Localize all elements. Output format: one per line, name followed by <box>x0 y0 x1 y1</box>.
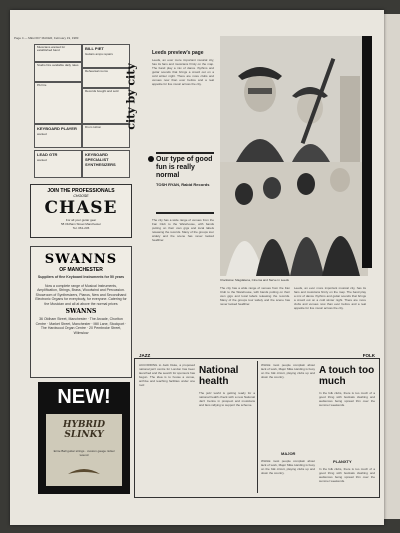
pull-quote: Our type of good fun is really normal TOSH RYAN, Rabid Records <box>156 152 214 214</box>
classified-ad: KEYBOARD SPECIALIST SYNTHESIZERS <box>82 150 130 178</box>
band-photo-top <box>220 36 368 162</box>
national-health-body: The jazz world is getting ready for a national health check with a new National Jazz Centre in prospect and musicians and fans rallying to support the scheme. <box>199 391 255 407</box>
folk-column: WHILE most people complain about lack of work, Major Mike Harding is busy on the folk circuit, playing clubs up and down the country. <box>261 363 315 379</box>
brand-text: HYBRID SLINKY <box>62 420 106 440</box>
bullet-icon <box>148 156 154 162</box>
new-strings-ad <box>38 382 130 494</box>
jazz-tag: JAZZ <box>139 353 151 358</box>
page-header: Page 4 — MELODY MAKER, February 19, 1983 <box>14 36 79 40</box>
article-body: The city has a wide range of venues from the Fan Club to the Warehouse, with bands putting on their own gigs and local labels releasing the records. Many of the groups tour widely and the scene has never looked healthier. <box>152 218 214 242</box>
national-health-title: National health <box>199 365 239 387</box>
article-subtitle: Leeds preview's page <box>152 50 204 56</box>
swanns-title: SWANNS <box>44 252 118 267</box>
column-divider <box>257 361 258 493</box>
classified-ad: LEAD GTR wanted <box>34 150 82 178</box>
swanns-ad: SWANNS OF MANCHESTER Suppliers of fine Keyboard Instruments for 50 years Now a complete range of Musical Instruments, Amplification, Strings, Brass, Woodwind and Percussion. Showroom of Synthesizers, Pianos, New and Secondhand Electronic Organs for everybody, for everyone. Catering for the Musician and all at above the normal prices SWANNS 36 Oldham Street, Manchester · The Arcade, Chorlton Centre · Market Street, Manchester · Mill Lane, Stockport · The Hardwood Organ Centre · 20 Pembroke Street, Wilmslow <box>30 246 132 378</box>
quote-attribution: TOSH RYAN, Rabid Records <box>156 182 210 187</box>
folk-column: WHILE most people complain about lack of work, Major Mike Harding is busy on the folk circuit, playing clubs up and down the country. <box>261 459 315 475</box>
article-body: Leeds, an ever more important musical city, has its fans and musicians firmly on the map. The band play a mix of dance rhythms and guitar sounds that brings a crowd out on a cold winter night. There are more clubs and venues now than ever before and a real appetite for live music across the city. <box>152 58 214 86</box>
newspaper-page <box>10 10 384 525</box>
photo-illustration <box>220 162 368 276</box>
touch-too-much-title: A touch too much <box>319 365 375 387</box>
touch-too-much-body: In the folk clubs, there is too much of a good thing with festivals clashing and audiences being spread thin over the summer weekends. <box>319 391 375 407</box>
folk-tag: FOLK <box>362 353 375 358</box>
classified-ad: Rehearsal rooms <box>82 68 130 88</box>
classified-ad: KEYBOARD PLAYER wanted <box>34 124 82 148</box>
eagle-icon <box>66 464 102 482</box>
band-photo-bottom <box>220 162 368 276</box>
classified-ad: PA hire <box>34 82 82 124</box>
film-strip-decoration <box>362 36 372 268</box>
classified-ad: Studio hire available daily rates <box>34 62 82 82</box>
major-signature: MAJOR <box>281 451 296 456</box>
classified-ad: Drum tuition <box>82 124 130 148</box>
chase-logo: CHASE <box>44 198 118 218</box>
string-pack-image: HYBRID SLINKY Ernie Ball guitar strings · custom gauge nickel wound <box>46 414 122 486</box>
jazz-column: ACCORDING to Jack Duke, a proposed national jazz centre for London has been launched and the search for sponsors has begun. The idea is to house a venue, archive and teaching facilities under one roof. <box>139 363 195 387</box>
classified-ad: BILL PIET Guitars amps repairs <box>82 44 130 68</box>
jazz-folk-section <box>134 353 380 498</box>
classified-ad: Musicians wanted for established band <box>34 44 82 62</box>
facing-page-edge <box>384 14 400 519</box>
article-body: The city has a wide range of venues from the Fan Club to the Warehouse, with bands putting on their own gigs and local labels releasing the records. Many of the groups tour widely and the scene has never looked healthier. <box>220 286 290 306</box>
section-header: city by city <box>124 63 138 130</box>
article-body: Leeds, an ever more important musical city, has its fans and musicians firmly on the map. The band play a mix of dance rhythms and guitar sounds that brings a crowd out on a cold winter night. There are more clubs and venues now than ever before and a real appetite for live music across the city. <box>294 286 366 310</box>
classified-ad: Records bought and sold <box>82 88 130 124</box>
chase-ad: JOIN THE PROFESSIONALS CHOOSE CHASE For all your guitar gear 58 Oldham Street Manchester Tel. 061-236 <box>30 184 132 238</box>
photo-caption: Clockwise: Magdalena, Cinema and Nerve in Leeds <box>220 278 289 282</box>
chase-headline: JOIN THE PROFESSIONALS <box>47 188 115 194</box>
photo-illustration <box>220 36 368 162</box>
new-headline: NEW! <box>57 386 111 408</box>
touch-too-much-body: In the folk clubs, there is too much of a good thing with festivals clashing and audiences being spread thin over the summer weekends. <box>319 467 375 483</box>
planxty-signature: PLANXTY <box>333 459 352 464</box>
